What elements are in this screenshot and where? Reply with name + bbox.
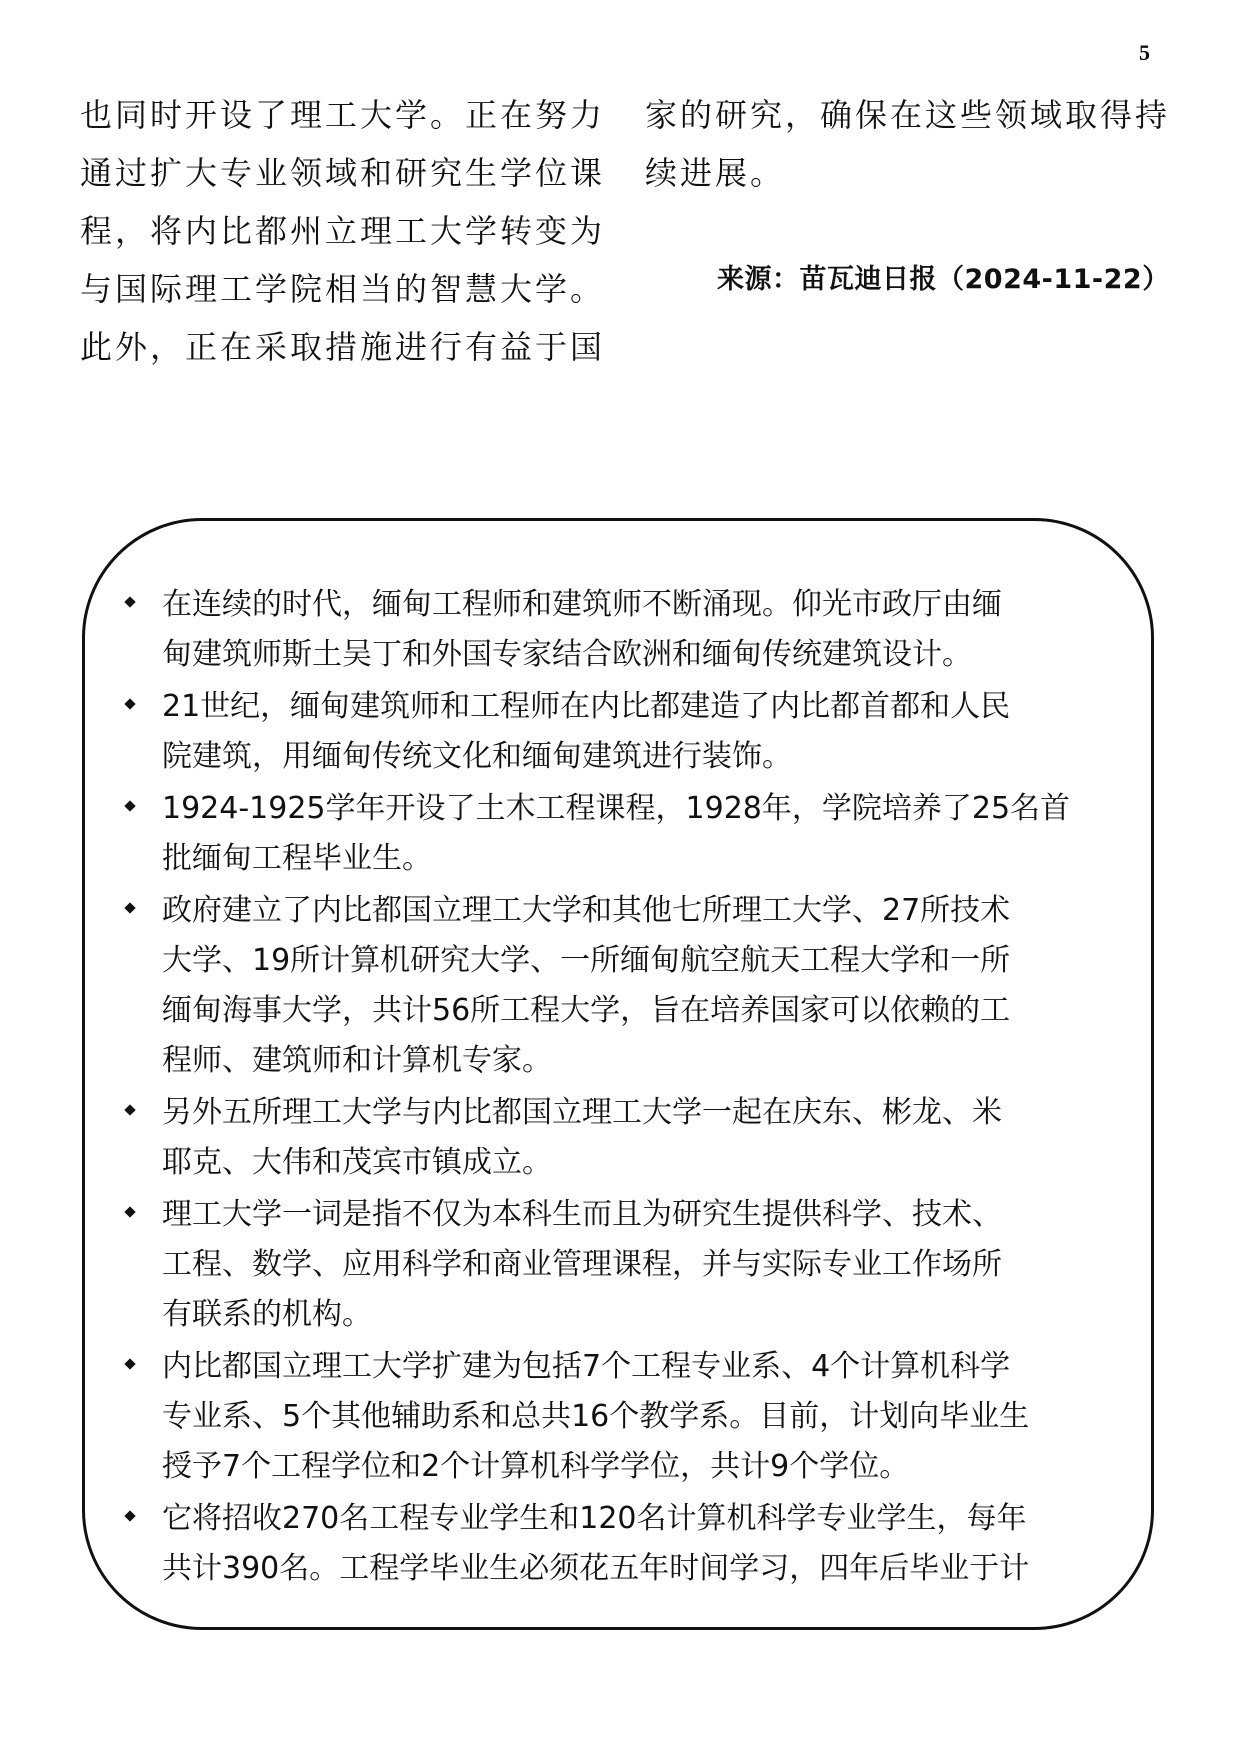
bullet-list [120,580,1140,1596]
bullet-line: 耶克、大伟和茂宾市镇成立。 [162,1145,552,1180]
bullet-line: 缅甸海事大学，共计56所工程大学，旨在培养国家可以依赖的工 [162,993,1011,1028]
bullet-line: 大学、19所计算机研究大学、一所缅甸航空航天工程大学和一所 [162,943,1011,978]
diamond-bullet-icon [124,596,135,607]
bullet-line: 有联系的机构。 [162,1297,372,1332]
right-column-paragraph [645,86,1175,202]
bullet-line: 程师、建筑师和计算机专家。 [162,1043,552,1078]
bullet-line: 甸建筑师斯土吴丁和外国专家结合欧洲和缅甸传统建筑设计。 [162,637,972,672]
bullet-item [120,1342,1140,1492]
bullet-item [120,580,1140,680]
bullet-line: 专业系、5个其他辅助系和总共16个教学系。目前，计划向毕业生 [162,1399,1030,1434]
diamond-bullet-icon [124,1206,135,1217]
diamond-bullet-icon [124,1358,135,1369]
paragraph-line: 与国际理工学院相当的智慧大学。 [80,270,606,308]
bullet-item [120,1088,1140,1188]
diamond-bullet-icon [124,1104,135,1115]
bullet-line: 它将招收270名工程专业学生和120名计算机科学专业学生，每年 [162,1501,1027,1536]
paragraph-line: 续进展。 [645,154,786,192]
bullet-item [120,1190,1140,1340]
paragraph-line: 程，将内比都州立理工大学转变为 [80,212,606,250]
bullet-item [120,1494,1140,1594]
bullet-line: 在连续的时代，缅甸工程师和建筑师不断涌现。仰光市政厅由缅 [162,587,1002,622]
bullet-line: 共计390名。工程学毕业生必须花五年时间学习，四年后毕业于计 [162,1551,1030,1586]
paragraph-line: 也同时开设了理工大学。正在努力 [80,96,606,134]
paragraph-line: 通过扩大专业领域和研究生学位课 [80,154,606,192]
paragraph-line: 家的研究，确保在这些领域取得持 [645,96,1171,134]
page-number: 5 [1139,40,1150,65]
bullet-line: 工程、数学、应用科学和商业管理课程，并与实际专业工作场所 [162,1247,1002,1282]
bullet-line: 政府建立了内比都国立理工大学和其他七所理工大学、27所技术 [162,893,1011,928]
bullet-line: 批缅甸工程毕业生。 [162,841,432,876]
diamond-bullet-icon [124,800,135,811]
diamond-bullet-icon [124,698,135,709]
bullet-line: 院建筑，用缅甸传统文化和缅甸建筑进行装饰。 [162,739,792,774]
bullet-line: 内比都国立理工大学扩建为包括7个工程专业系、4个计算机科学 [162,1349,1011,1384]
diamond-bullet-icon [124,902,135,913]
bullet-item [120,886,1140,1086]
diamond-bullet-icon [124,1510,135,1521]
bullet-line: 另外五所理工大学与内比都国立理工大学一起在庆东、彬龙、米 [162,1095,1002,1130]
bullet-line: 理工大学一词是指不仅为本科生而且为研究生提供科学、技术、 [162,1197,1002,1232]
paragraph-line: 此外，正在采取措施进行有益于国 [80,328,606,366]
bullet-line: 1924-1925学年开设了土木工程课程，1928年，学院培养了25名首 [162,791,1071,826]
bullet-item [120,784,1140,884]
bullet-line: 21世纪，缅甸建筑师和工程师在内比都建造了内比都首都和人民 [162,689,1011,724]
left-column-paragraph [80,86,610,376]
bullet-item [120,682,1140,782]
source-attribution: 来源：苗瓦迪日报（2024-11-22） [717,264,1170,295]
bullet-line: 授予7个工程学位和2个计算机科学学位，共计9个学位。 [162,1449,910,1484]
